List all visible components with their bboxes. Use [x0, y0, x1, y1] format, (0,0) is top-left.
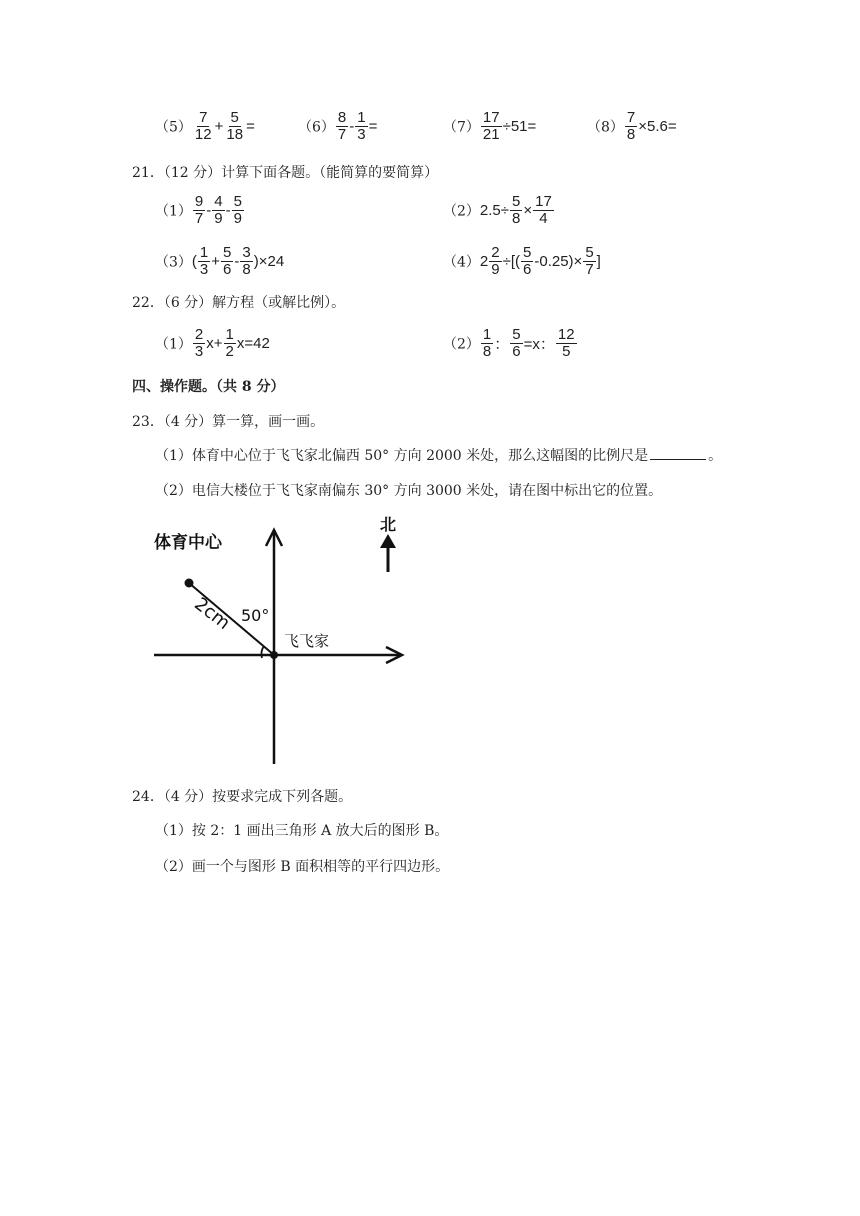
expr-6: （6） $\frac{8}{7}$ - $\frac{1}{3}$ =: [298, 109, 378, 143]
north-arrow-icon: [380, 534, 396, 548]
home-label: 飞飞家: [284, 632, 330, 650]
direction-diagram: [148, 512, 410, 766]
expr-8: （8） $\frac{7}{8}$ ×5.6=: [587, 109, 677, 143]
q23-sub-1: （1）体育中心位于飞飞家北偏西 50° 方向 2000 米处，那么这幅图的比例尺是 。: [155, 448, 723, 464]
angle-label: 50°: [241, 606, 270, 625]
q23-heading: 23．（4 分）算一算，画一画。: [132, 414, 325, 430]
home-point: [270, 651, 278, 659]
q24-sub-1: （1）按 2：1 画出三角形 A 放大后的图形 B。: [155, 823, 449, 839]
q21-problem-2: （2）2.5÷ $\frac{5}{8}$ × $\frac{17}{4}$: [443, 193, 552, 227]
north-label: 北: [380, 515, 397, 534]
q21-problem-4: （4）2 $\frac{2}{9}$ ÷[( $\frac{5}{6}$ -0.25)× $\frac{5}{7}$ ]: [443, 244, 601, 278]
q24-heading: 24．（4 分）按要求完成下列各题。: [132, 789, 353, 805]
q24-sub-2: （2）画一个与图形 B 面积相等的平行四边形。: [155, 859, 450, 875]
section-heading: 四、操作题。（共 8 分）: [132, 379, 285, 395]
expr-7: （7） $\frac{17}{21}$ ÷51=: [443, 109, 537, 143]
q21-problem-3: （3）( $\frac{1}{3}$ + $\frac{5}{6}$ - $\frac{3}{8}$ )×24: [155, 244, 285, 278]
q22-heading: 22．（6 分）解方程（或解比例）。: [132, 295, 346, 311]
expr-5: （5） $\frac{7}{12}$ + $\frac{5}{18}$ =: [155, 109, 255, 143]
answer-blank[interactable]: [650, 447, 706, 460]
q21-problem-1: （1） $\frac{9}{7}$ - $\frac{4}{9}$ - $\frac{5}{9}$: [155, 193, 242, 227]
q22-problem-2: （2） $\frac{1}{8}$ ： $\frac{5}{6}$ =x： $\frac{12}{5}$: [443, 326, 575, 360]
q22-problem-1: （1） $\frac{2}{3}$ x+ $\frac{1}{2}$ x=42: [155, 326, 270, 360]
sports-center-point: [185, 579, 194, 588]
q23-sub-2: （2）电信大楼位于飞飞家南偏东 30° 方向 3000 米处，请在图中标出它的位置。: [155, 483, 663, 499]
q21-heading: 21．（12 分）计算下面各题。（能简算的要简算）: [132, 165, 439, 181]
distance-label: 2cm: [190, 593, 234, 635]
sports-center-label: 体育中心: [154, 533, 222, 553]
